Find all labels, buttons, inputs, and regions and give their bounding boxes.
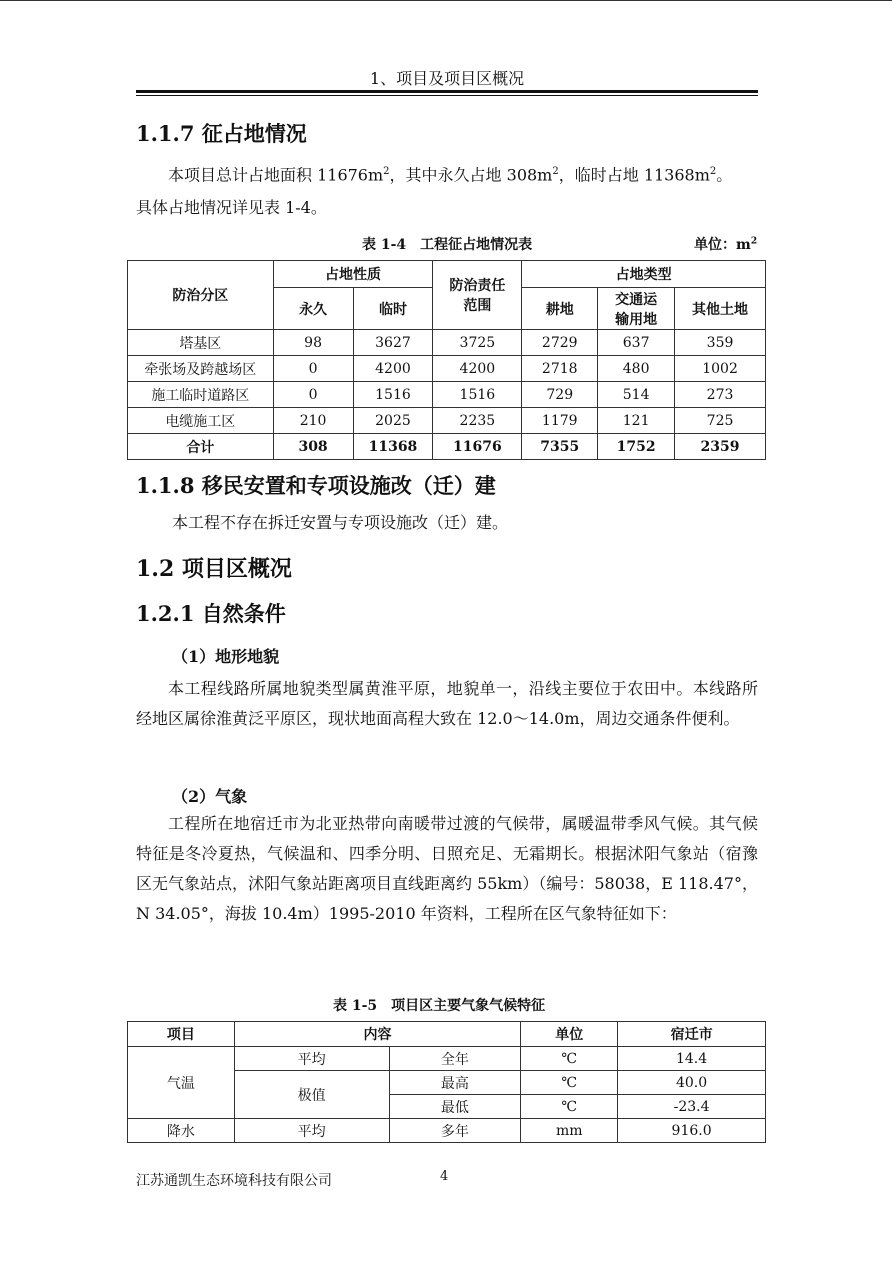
cell-zone: 合计 [128, 434, 274, 460]
cell-other: 725 [675, 408, 766, 434]
cell-value: 916.0 [618, 1119, 766, 1143]
cell-zone: 牵张场及跨越场区 [128, 356, 274, 382]
cell-other: 273 [675, 382, 766, 408]
cell-traffic: 480 [598, 356, 675, 382]
cell-scope: 2235 [433, 408, 522, 434]
subheading-terrain: （1）地形地貌 [172, 647, 280, 666]
th-zone: 防治分区 [128, 261, 274, 330]
section-heading-1-1-8: 1.1.8 移民安置和专项设施改（迁）建 [136, 473, 496, 498]
subheading-climate: （2）气象 [172, 787, 248, 806]
section-heading-1-2: 1.2 项目区概况 [136, 556, 292, 582]
cell-traffic: 121 [598, 408, 675, 434]
cell-max: 最高 [389, 1071, 521, 1095]
table-total-row [128, 434, 766, 460]
climate-table [127, 1021, 766, 1143]
cell-scope: 3725 [433, 330, 522, 356]
cell-zone: 塔基区 [128, 330, 274, 356]
running-header: 1、项目及项目区概况 [369, 69, 525, 88]
cell-unit: ℃ [521, 1071, 618, 1095]
cell-other: 359 [675, 330, 766, 356]
th-city: 宿迁市 [618, 1022, 766, 1047]
cell-temperature: 气温 [128, 1047, 235, 1119]
top-border [0, 0, 892, 1]
land-use-table [127, 260, 766, 460]
cell-farm: 729 [522, 382, 598, 408]
cell-temp: 2025 [353, 408, 433, 434]
cell-annual: 全年 [389, 1047, 521, 1071]
cell-other: 2359 [675, 434, 766, 460]
cell-temp: 1516 [353, 382, 433, 408]
cell-farm: 2718 [522, 356, 598, 382]
th-temporary: 临时 [353, 288, 433, 330]
cell-perm: 308 [273, 434, 353, 460]
paragraph-see-table: 具体占地情况详见表 1-4。 [136, 198, 327, 217]
cell-perm: 0 [273, 356, 353, 382]
cell-traffic: 637 [598, 330, 675, 356]
header-rule-thin [136, 95, 758, 96]
cell-temp: 3627 [353, 330, 433, 356]
cell-unit: ℃ [521, 1047, 618, 1071]
cell-unit: ℃ [521, 1095, 618, 1119]
section-heading-1-1-7: 1.1.7 征占地情况 [136, 121, 307, 146]
th-other: 其他土地 [675, 288, 766, 330]
cell-zone: 电缆施工区 [128, 408, 274, 434]
table-row [128, 1047, 766, 1071]
cell-zone: 施工临时道路区 [128, 382, 274, 408]
cell-value: -23.4 [618, 1095, 766, 1119]
cell-value: 40.0 [618, 1071, 766, 1095]
page-number: 4 [440, 1169, 449, 1184]
cell-multi-year: 多年 [389, 1119, 521, 1143]
cell-traffic: 514 [598, 382, 675, 408]
th-content: 内容 [234, 1022, 520, 1047]
cell-value: 14.4 [618, 1047, 766, 1071]
th-farmland: 耕地 [522, 288, 598, 330]
th-permanent: 永久 [273, 288, 353, 330]
th-unit: 单位 [521, 1022, 618, 1047]
th-item: 项目 [128, 1022, 235, 1047]
cell-precipitation: 降水 [128, 1119, 235, 1143]
cell-scope: 4200 [433, 356, 522, 382]
cell-average: 平均 [234, 1047, 389, 1071]
section-heading-1-2-1: 1.2.1 自然条件 [136, 601, 286, 626]
th-type: 占地类型 [522, 261, 766, 288]
paragraph-terrain: 本工程线路所属地貌类型属黄淮平原，地貌单一，沿线主要位于农田中。本线路所经地区属徐淮黄泛平原区，现状地面高程大致在 12.0～14.0m，周边交通条件便利。 [136, 679, 758, 728]
cell-farm: 1179 [522, 408, 598, 434]
header-rule-thick [136, 90, 758, 93]
cell-average: 平均 [234, 1119, 389, 1143]
footer-company: 江苏通凯生态环境科技有限公司 [136, 1173, 332, 1189]
paragraph-climate: 工程所在地宿迁市为北亚热带向南暖带过渡的气候带，属暖温带季风气候。其气候特征是冬冷夏热，气候温和、四季分明、日照充足、无霜期长。根据沭阳气象站（宿豫区无气象站点，沭阳气象站距离项目直线距离约 55km）（编号：58038，E 118.47°，N 34.05°，海拔 10.4m）1995-2010 年资料，工程所在区气象特征如下： [136, 814, 758, 923]
table-row [128, 408, 766, 434]
cell-scope: 11676 [433, 434, 522, 460]
cell-temp: 4200 [353, 356, 433, 382]
th-scope: 防治责任范围 [433, 261, 522, 330]
cell-perm: 0 [273, 382, 353, 408]
cell-other: 1002 [675, 356, 766, 382]
table-row [128, 382, 766, 408]
cell-extreme: 极值 [234, 1071, 389, 1119]
cell-scope: 1516 [433, 382, 522, 408]
th-nature: 占地性质 [273, 261, 433, 288]
cell-traffic: 1752 [598, 434, 675, 460]
table-row [128, 356, 766, 382]
table-1-5-caption: 表 1-5 项目区主要气象气候特征 [333, 998, 546, 1014]
table-row [128, 1119, 766, 1143]
cell-perm: 98 [273, 330, 353, 356]
table-1-4-caption: 表 1-4 工程征占地情况表 [362, 237, 533, 253]
paragraph-no-relocation: 本工程不存在拆迁安置与专项设施改（迁）建。 [172, 513, 509, 532]
cell-farm: 7355 [522, 434, 598, 460]
paragraph-land-area: 本项目总计占地面积 $11676m^2$，其中永久占地 $308m^2$，临时占地 $11368m^2$。 [168, 165, 733, 185]
cell-perm: 210 [273, 408, 353, 434]
cell-min: 最低 [389, 1095, 521, 1119]
cell-farm: 2729 [522, 330, 598, 356]
table-1-4-unit: 单位：$m^2$ [694, 236, 758, 253]
cell-temp: 11368 [353, 434, 433, 460]
th-traffic: 交通运输用地 [598, 288, 675, 330]
table-row [128, 330, 766, 356]
cell-unit: mm [521, 1119, 618, 1143]
